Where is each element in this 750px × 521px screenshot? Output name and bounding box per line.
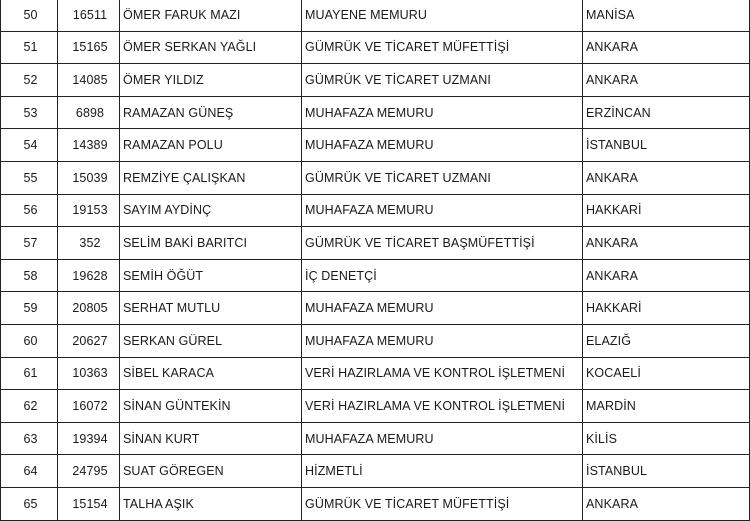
city-cell: KOCAELİ — [583, 357, 750, 390]
table-row — [1, 324, 750, 357]
row-number-cell: 55 — [1, 161, 58, 194]
full-name-cell: SUAT GÖREGEN — [120, 455, 302, 488]
registry-number-cell: 20805 — [58, 292, 120, 325]
full-name-cell: SİNAN GÜNTEKİN — [120, 390, 302, 423]
table-row — [1, 227, 750, 260]
row-number-cell: 61 — [1, 357, 58, 390]
registry-number-cell: 15165 — [58, 31, 120, 64]
row-number-cell: 62 — [1, 390, 58, 423]
job-title-cell: VERİ HAZIRLAMA VE KONTROL İŞLETMENİ — [302, 357, 583, 390]
job-title-cell: GÜMRÜK VE TİCARET UZMANI — [302, 161, 583, 194]
table-row — [1, 259, 750, 292]
city-cell: HAKKARİ — [583, 194, 750, 227]
row-number-cell: 52 — [1, 64, 58, 97]
table-row — [1, 292, 750, 325]
job-title-cell: GÜMRÜK VE TİCARET UZMANI — [302, 64, 583, 97]
table-row — [1, 129, 750, 162]
full-name-cell: SELİM BAKİ BARITCI — [120, 227, 302, 260]
job-title-cell: MUHAFAZA MEMURU — [302, 194, 583, 227]
city-cell: ANKARA — [583, 259, 750, 292]
full-name-cell: SAYIM AYDİNÇ — [120, 194, 302, 227]
row-number-cell: 65 — [1, 487, 58, 520]
table-row — [1, 96, 750, 129]
full-name-cell: ÖMER YILDIZ — [120, 64, 302, 97]
full-name-cell: ÖMER FARUK MAZI — [120, 0, 302, 31]
full-name-cell: SERHAT MUTLU — [120, 292, 302, 325]
row-number-cell: 50 — [1, 0, 58, 31]
table-row — [1, 194, 750, 227]
table-row — [1, 455, 750, 488]
city-cell: ANKARA — [583, 31, 750, 64]
row-number-cell: 57 — [1, 227, 58, 260]
row-number-cell: 54 — [1, 129, 58, 162]
full-name-cell: ÖMER SERKAN YAĞLI — [120, 31, 302, 64]
registry-number-cell: 19628 — [58, 259, 120, 292]
full-name-cell: SİNAN KURT — [120, 422, 302, 455]
city-cell: KİLİS — [583, 422, 750, 455]
registry-number-cell: 20627 — [58, 324, 120, 357]
job-title-cell: GÜMRÜK VE TİCARET BAŞMÜFETTİŞİ — [302, 227, 583, 260]
city-cell: İSTANBUL — [583, 455, 750, 488]
table-row — [1, 161, 750, 194]
registry-number-cell: 352 — [58, 227, 120, 260]
city-cell: ANKARA — [583, 161, 750, 194]
row-number-cell: 64 — [1, 455, 58, 488]
registry-number-cell: 24795 — [58, 455, 120, 488]
job-title-cell: MUHAFAZA MEMURU — [302, 96, 583, 129]
full-name-cell: SİBEL KARACA — [120, 357, 302, 390]
registry-number-cell: 16072 — [58, 390, 120, 423]
city-cell: HAKKARİ — [583, 292, 750, 325]
job-title-cell: GÜMRÜK VE TİCARET MÜFETTİŞİ — [302, 31, 583, 64]
job-title-cell: VERİ HAZIRLAMA VE KONTROL İŞLETMENİ — [302, 390, 583, 423]
table-row — [1, 31, 750, 64]
full-name-cell: TALHA AŞIK — [120, 487, 302, 520]
city-cell: ANKARA — [583, 227, 750, 260]
row-number-cell: 60 — [1, 324, 58, 357]
full-name-cell: SERKAN GÜREL — [120, 324, 302, 357]
registry-number-cell: 16511 — [58, 0, 120, 31]
full-name-cell: SEMİH ÖĞÜT — [120, 259, 302, 292]
job-title-cell: MUHAFAZA MEMURU — [302, 292, 583, 325]
row-number-cell: 53 — [1, 96, 58, 129]
city-cell: ELAZIĞ — [583, 324, 750, 357]
registry-number-cell: 19153 — [58, 194, 120, 227]
full-name-cell: REMZİYE ÇALIŞKAN — [120, 161, 302, 194]
city-cell: İSTANBUL — [583, 129, 750, 162]
job-title-cell: MUHAFAZA MEMURU — [302, 422, 583, 455]
job-title-cell: İÇ DENETÇİ — [302, 259, 583, 292]
job-title-cell: HİZMETLİ — [302, 455, 583, 488]
registry-number-cell: 15039 — [58, 161, 120, 194]
table-row — [1, 64, 750, 97]
city-cell: ANKARA — [583, 487, 750, 520]
city-cell: MARDİN — [583, 390, 750, 423]
registry-number-cell: 14085 — [58, 64, 120, 97]
registry-number-cell: 19394 — [58, 422, 120, 455]
row-number-cell: 59 — [1, 292, 58, 325]
city-cell: MANİSA — [583, 0, 750, 31]
row-number-cell: 63 — [1, 422, 58, 455]
job-title-cell: GÜMRÜK VE TİCARET MÜFETTİŞİ — [302, 487, 583, 520]
registry-number-cell: 6898 — [58, 96, 120, 129]
registry-number-cell: 14389 — [58, 129, 120, 162]
table-row — [1, 487, 750, 520]
job-title-cell: MUAYENE MEMURU — [302, 0, 583, 31]
registry-number-cell: 15154 — [58, 487, 120, 520]
row-number-cell: 58 — [1, 259, 58, 292]
job-title-cell: MUHAFAZA MEMURU — [302, 324, 583, 357]
city-cell: ERZİNCAN — [583, 96, 750, 129]
job-title-cell: MUHAFAZA MEMURU — [302, 129, 583, 162]
row-number-cell: 51 — [1, 31, 58, 64]
table-row — [1, 422, 750, 455]
table-row — [1, 390, 750, 423]
city-cell: ANKARA — [583, 64, 750, 97]
table-row — [1, 0, 750, 31]
full-name-cell: RAMAZAN GÜNEŞ — [120, 96, 302, 129]
full-name-cell: RAMAZAN POLU — [120, 129, 302, 162]
row-number-cell: 56 — [1, 194, 58, 227]
table-row — [1, 357, 750, 390]
registry-number-cell: 10363 — [58, 357, 120, 390]
